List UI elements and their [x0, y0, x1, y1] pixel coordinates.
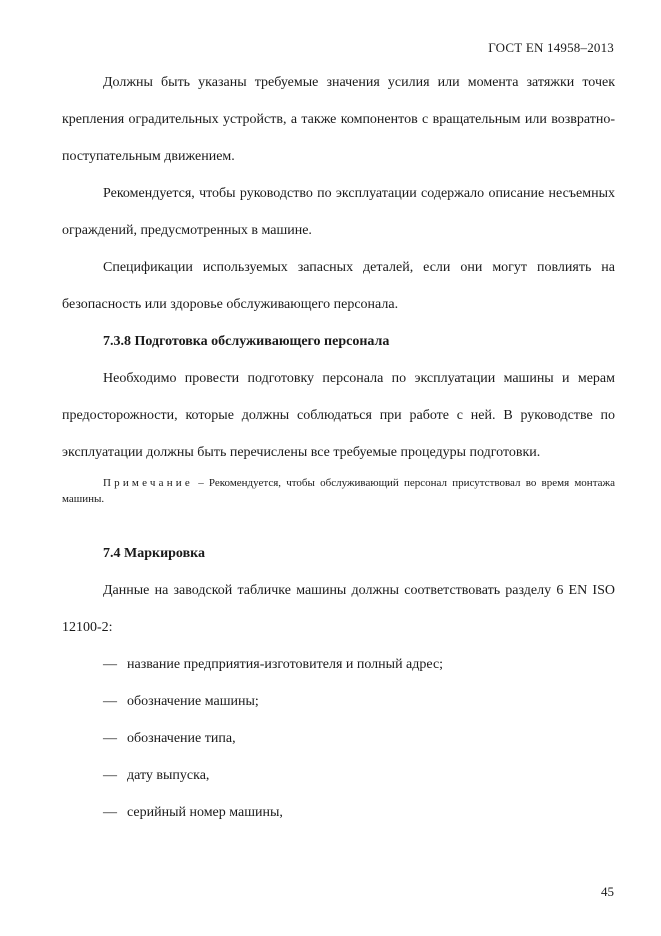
note-text: – Рекомендуется, чтобы обслуживающий персонал присутствовал во время монтажа машины.	[62, 477, 615, 505]
note-label: Примечание	[103, 477, 193, 489]
note-installation	[62, 475, 615, 507]
page-content	[62, 64, 615, 831]
list-item	[62, 646, 615, 683]
list-item	[62, 720, 615, 757]
list-item-text: дату выпуска,	[127, 768, 210, 783]
list-item-text: обозначение типа,	[127, 731, 236, 746]
dash-marker: —	[103, 657, 117, 672]
paragraph-nameplate: Данные на заводской табличке машины должны соответствовать разделу 6 EN ISO 12100-2:	[62, 583, 615, 635]
heading-7-3-8: 7.3.8 Подготовка обслуживающего персонала	[103, 334, 390, 349]
list-item	[62, 794, 615, 831]
marking-list	[62, 646, 615, 831]
dash-marker: —	[103, 805, 117, 820]
paragraph-tightening-values: Должны быть указаны требуемые значения усилия или момента затяжки точек крепления оградительных устройств, а также компонентов с вращательным или возвратно-поступательным движением.	[62, 75, 615, 164]
paragraph-personnel-training: Необходимо провести подготовку персонала по эксплуатации машины и мерам предосторожности, которые должны соблюдаться при работе с ней. В руководстве по эксплуатации должны быть перечислены все требуемые процедуры подготовки.	[62, 371, 615, 460]
paragraph-fixed-guards: Рекомендуется, чтобы руководство по эксплуатации содержало описание несъемных ограждений, предусмотренных в машине.	[62, 186, 615, 238]
list-item-text: название предприятия-изготовителя и полный адрес;	[127, 657, 444, 672]
dash-marker: —	[103, 731, 117, 746]
standard-header: ГОСТ EN 14958–2013	[488, 40, 614, 55]
list-item-text: серийный номер машины,	[127, 805, 283, 820]
list-item-text: обозначение машины;	[127, 694, 259, 709]
dash-marker: —	[103, 694, 117, 709]
dash-marker: —	[103, 768, 117, 783]
heading-7-4: 7.4 Маркировка	[103, 546, 205, 561]
list-item	[62, 683, 615, 720]
paragraph-spare-parts: Спецификации используемых запасных деталей, если они могут повлиять на безопасность или здоровье обслуживающего персонала.	[62, 260, 615, 312]
list-item	[62, 757, 615, 794]
page-number: 45	[601, 884, 614, 899]
